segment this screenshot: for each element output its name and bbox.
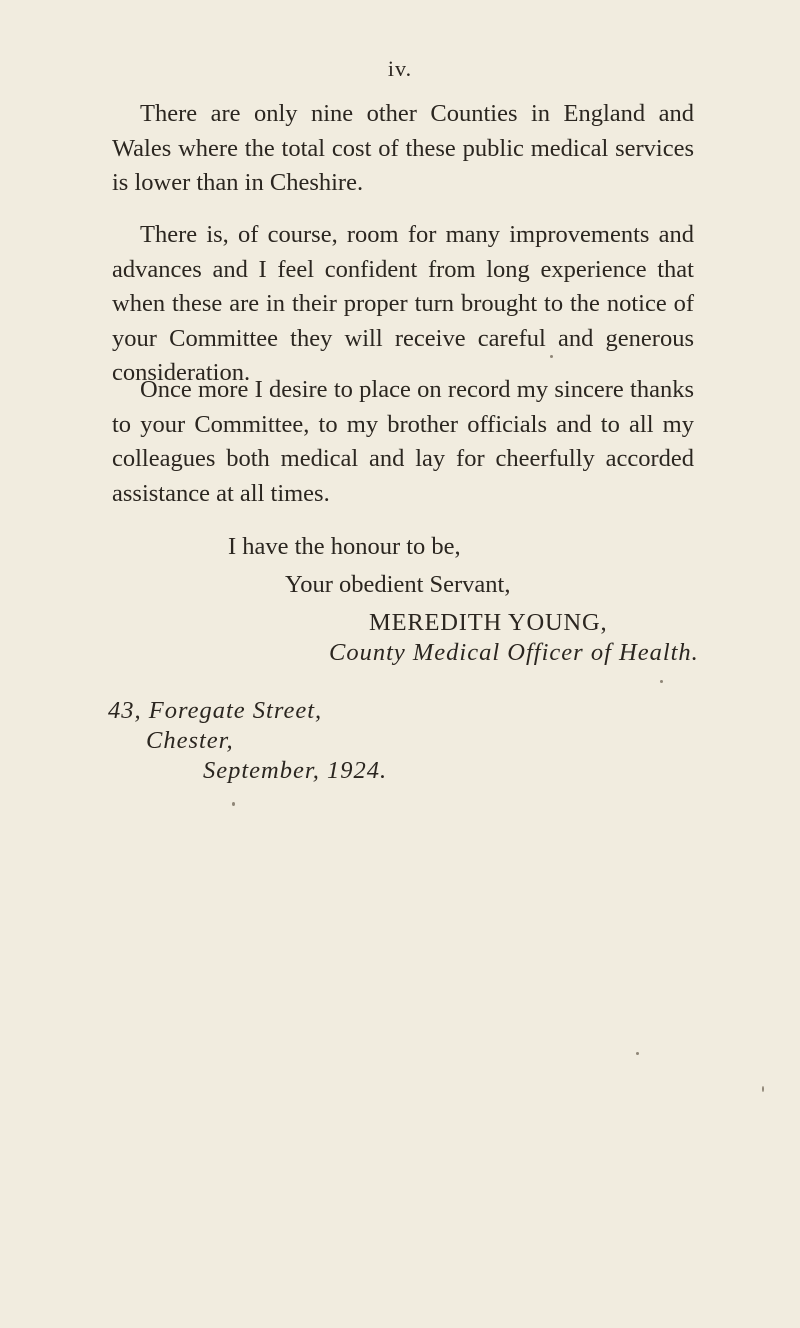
signatory-name: MEREDITH YOUNG, — [369, 609, 608, 636]
paper-speck — [636, 1052, 639, 1055]
page-number: iv. — [387, 56, 413, 81]
signatory-title: County Medical Officer of Health. — [329, 639, 699, 666]
address-city: Chester, — [146, 727, 234, 754]
paper-speck — [232, 802, 235, 806]
paper-speck — [762, 1086, 764, 1092]
closing-servant-line: Your obedient Servant, — [285, 571, 511, 598]
address-street: 43, Foregate Street, — [108, 697, 323, 724]
closing-honour-line: I have the honour to be, — [228, 533, 461, 560]
paragraph-cost-comparison: There are only nine other Counties in England and Wales where the total cost of these public medical services is lower than in Cheshire. — [112, 100, 694, 196]
paragraph-thanks: Once more I desire to place on record my sincere thanks to your Committee, to my brother officials and to all my colleagues both medical and lay for cheerfully accorded assistance at all times. — [112, 376, 694, 507]
paragraph-improvements: There is, of course, room for many improvements and advances and I feel confident from long experience that when these are in their proper turn brought to the notice of your Committee they will receive careful and generous consideration. — [112, 221, 694, 386]
letter-date: September, 1924. — [203, 757, 388, 784]
paper-speck — [660, 680, 663, 683]
paper-speck — [550, 355, 553, 358]
